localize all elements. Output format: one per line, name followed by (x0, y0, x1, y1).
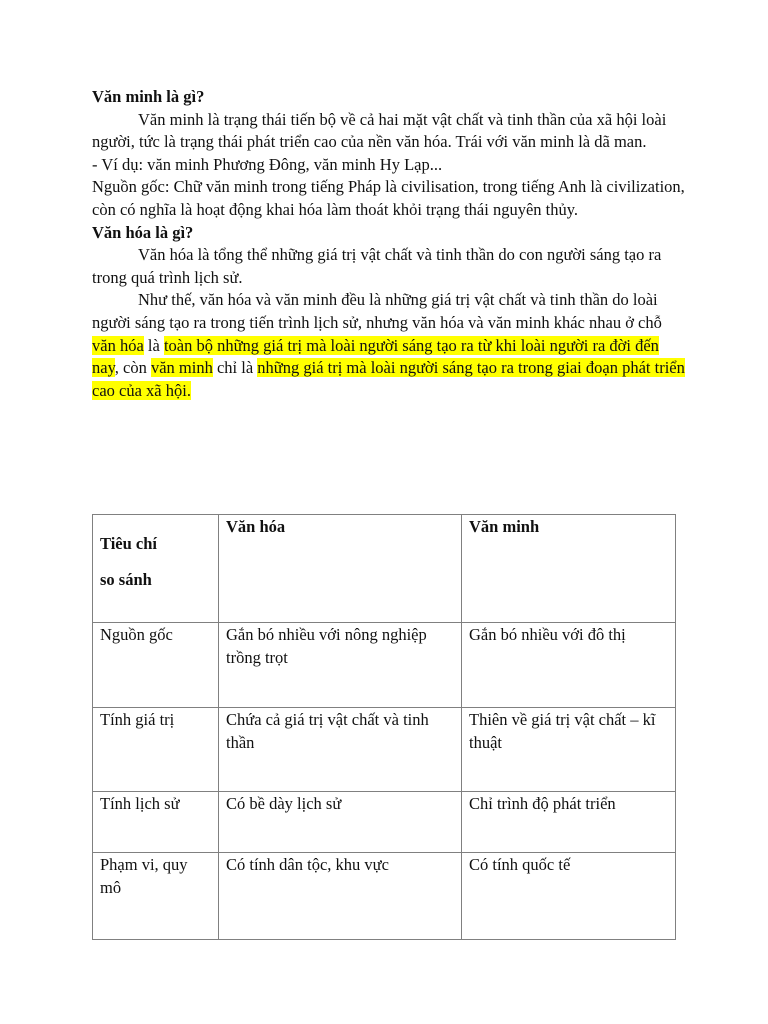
cell-culture: Gắn bó nhiều với nông nghiệp trồng trọt (219, 623, 462, 708)
highlighted-text: những giá trị mà loài người sáng tạo ra trong giai đoạn phát triển cao của xã hội. (92, 358, 685, 400)
highlighted-text: toàn bộ những giá trị mà loài người sáng tạo ra từ khi loài người ra đời đến nay (92, 335, 659, 378)
paragraph-comparison (92, 289, 688, 402)
table-row (93, 853, 676, 940)
header-cell-culture: Văn hóa (219, 515, 462, 623)
cell-criteria: Nguồn gốc (93, 623, 219, 708)
cell-civilization: Thiên về giá trị vật chất – kĩ thuật (462, 708, 676, 792)
heading-civilization: Văn minh là gì? (92, 87, 205, 106)
cell-culture: Chứa cả giá trị vật chất và tinh thần (219, 708, 462, 792)
table-header-row (93, 515, 676, 623)
header-cell-criteria (93, 515, 219, 623)
comparison-text: chỉ là (212, 358, 258, 378)
cell-civilization: Chỉ trình độ phát triển (462, 792, 676, 853)
paragraph-example: - Ví dụ: văn minh Phương Đông, văn minh Hy Lạp... (92, 154, 443, 174)
body-text (92, 86, 688, 402)
table-row (93, 623, 676, 708)
cell-civilization: Có tính quốc tế (462, 853, 676, 940)
highlighted-text: văn hóa (92, 335, 144, 355)
paragraph-civilization-definition: Văn minh là trạng thái tiến bộ về cả hai mặt vật chất và tinh thần của xã hội loài người, tức là trạng thái phát triển cao của nền văn hóa. Trái với văn minh là dã man. (92, 109, 667, 152)
paragraph-origin: Nguồn gốc: Chữ văn minh trong tiếng Pháp là civilisation, trong tiếng Anh là civilization, còn có nghĩa là hoạt động khai hóa làm thoát khỏi trạng thái nguyên thủy. (92, 177, 685, 219)
cell-criteria: Tính lịch sử (93, 792, 219, 853)
highlighted-text: văn minh (150, 358, 213, 378)
header-cell-civilization: Văn minh (462, 515, 676, 623)
table-row (93, 708, 676, 792)
header-criteria-line2: so sánh (100, 570, 152, 589)
cell-culture: Có bề dày lịch sử (219, 792, 462, 853)
comparison-text: là (143, 335, 164, 355)
heading-culture: Văn hóa là gì? (92, 222, 194, 242)
comparison-table (92, 514, 676, 940)
paragraph-culture-definition: Văn hóa là tổng thể những giá trị vật chất và tinh thần do con người sáng tạo ra trong quá trình lịch sử. (92, 245, 662, 287)
header-criteria-line1: Tiêu chí (100, 534, 158, 553)
cell-culture: Có tính dân tộc, khu vực (219, 853, 462, 940)
cell-civilization: Gắn bó nhiều với đô thị (462, 623, 676, 708)
table-row (93, 792, 676, 853)
cell-criteria: Tính giá trị (93, 708, 219, 792)
comparison-text: Như thế, văn hóa và văn minh đều là những giá trị vật chất và tinh thần do loài người sáng tạo ra trong tiến trình lịch sử, nhưng văn hóa và văn minh khác nhau ở chỗ (92, 290, 662, 332)
cell-criteria: Phạm vi, quy mô (93, 853, 219, 940)
comparison-text: , còn (114, 358, 151, 378)
